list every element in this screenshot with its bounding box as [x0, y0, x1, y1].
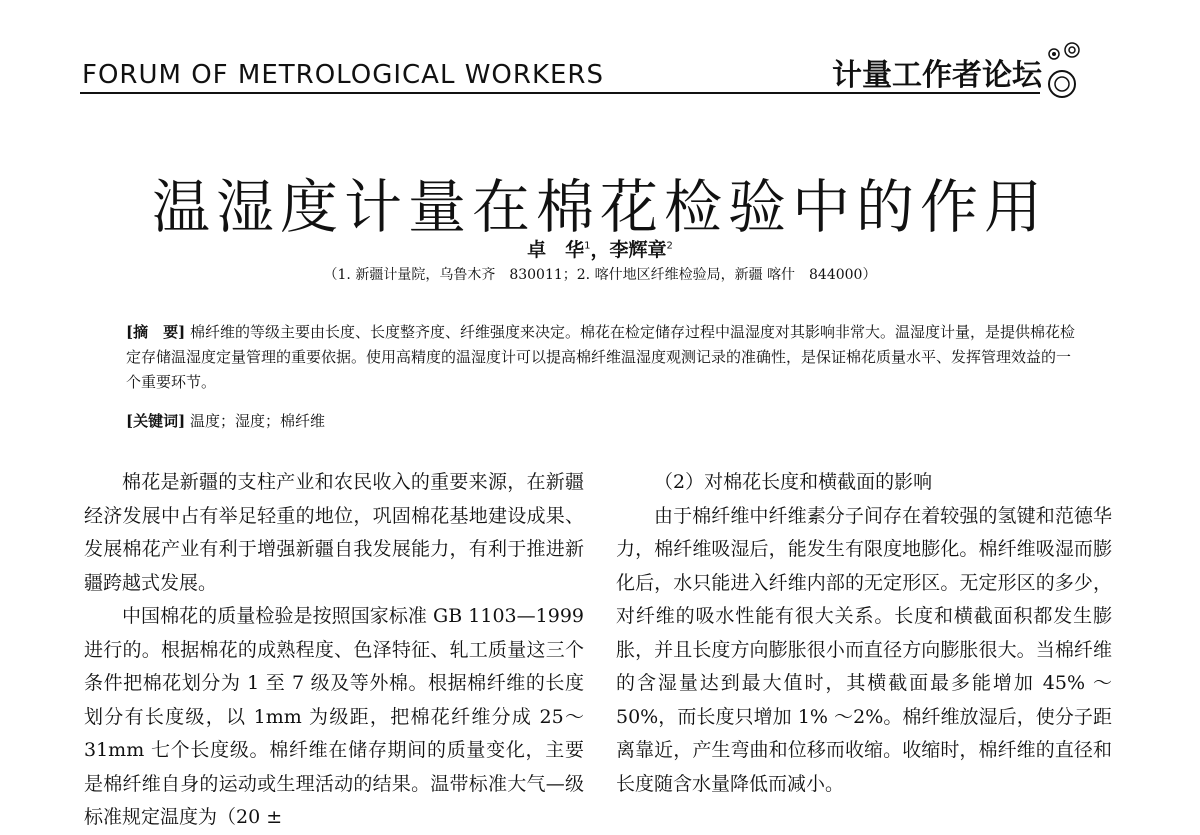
abstract-label: [摘 要] [126, 323, 186, 341]
body-right-column [616, 466, 1112, 801]
author-2: 李辉章 [609, 239, 667, 261]
article-title: 温湿度计量在棉花检验中的作用 [151, 173, 1048, 241]
author-1: 卓 华 [527, 239, 585, 261]
header-circles-logo [1040, 40, 1100, 100]
article-authors [0, 235, 1200, 262]
abstract-text: 棉纤维的等级主要由长度、长度整齐度、纤维强度来决定。棉花在检定储存过程中温湿度对其影响非常大。温湿度计量，是提供棉花检定存储温湿度定量管理的重要依据。使用高精度的温湿度计可以提高棉纤维温湿度观测记录的准确性，是保证棉花质量水平、发挥管理效益的一个重要环节。 [126, 323, 1075, 391]
paragraph: 棉花是新疆的支柱产业和农民收入的重要来源，在新疆经济发展中占有举足轻重的地位，巩固棉花基地建设成果、发展棉花产业有利于增强新疆自我发展能力，有利于推进新疆跨越式发展。 [84, 471, 584, 594]
author-2-sup: 2 [666, 240, 673, 252]
journal-header-chinese: 计量工作者论坛 [832, 58, 1042, 93]
journal-header-english: FORUM OF METROLOGICAL WORKERS [82, 60, 604, 90]
keywords-label: [关键词] [126, 412, 186, 430]
body-left-column [84, 466, 584, 835]
paragraph: 中国棉花的质量检验是按照国家标准 GB 1103—1999 进行的。根据棉花的成熟程度、色泽特征、轧工质量这三个条件把棉花划分为 1 至 7 级及等外棉。根据棉纤维的长度划分有长度级，以 1mm 为级距，把棉花纤维分成 25～31mm 七个长度级。棉纤维在储存期间的质量变化，主要是棉纤维自身的运动或生理活动的结果。温带标准大气—级标准规定温度为（20 ± [84, 605, 584, 828]
section-heading: （2）对棉花长度和横截面的影响 [654, 471, 933, 493]
paragraph: 由于棉纤维中纤维素分子间存在着较强的氢键和范德华力，棉纤维吸湿后，能发生有限度地膨化。棉纤维吸湿而膨化后，水只能进入纤维内部的无定形区。无定形区的多少，对纤维的吸水性能有很大关系。长度和横截面积都发生膨胀，并且长度方向膨胀很小而直径方向膨胀很大。当棉纤维的含湿量达到最大值时，其横截面最多能增加 45% ～50%，而长度只增加 1% ～2%。棉纤维放湿后，使分子距离靠近，产生弯曲和位移而收缩。收缩时，棉纤维的直径和长度随含水量降低而减小。 [616, 504, 1112, 795]
author-1-sup: 1 [584, 240, 591, 252]
abstract [126, 320, 1076, 395]
author-separator: ， [590, 239, 610, 261]
author-affiliation: （1. 新疆计量院，乌鲁木齐 830011；2. 喀什地区纤维检验局，新疆 喀什 844000） [323, 267, 877, 283]
keywords [126, 410, 325, 431]
keywords-text: 温度；湿度；棉纤维 [189, 412, 325, 430]
